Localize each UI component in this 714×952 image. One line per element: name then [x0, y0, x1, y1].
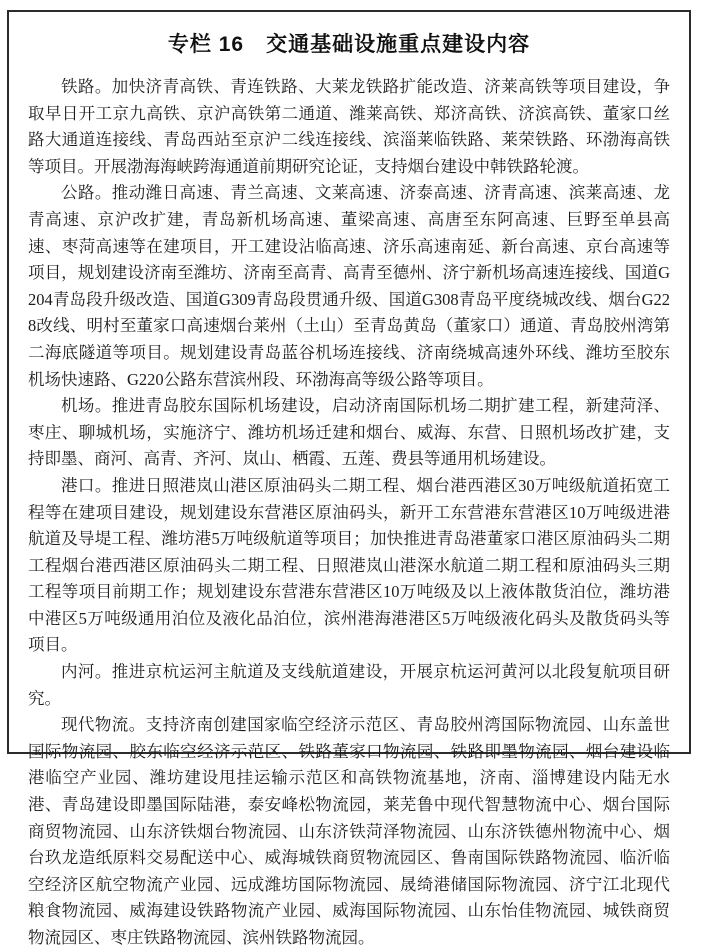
column-body	[28, 74, 670, 952]
paragraph-port: 港口。推进日照港岚山港区原油码头二期工程、烟台港西港区30万吨级航道拓宽工程等在建项目建设，规划建设东营港区原油码头，新开工东营港东营港区10万吨级进港航道及导堤工程、潍坊港5万吨级航道等项目；加快推进青岛港董家口港区原油码头二期工程烟台港西港区原油码头二期工程、日照港岚山港深水航道二期工程和原油码头三期工程等项目前期工作；规划建设东营港东营港区10万吨级及以上液体散货泊位，潍坊港中港区5万吨级通用泊位及液化品泊位，滨州港海港港区5万吨级液化码头及散货码头等项目。	[28, 475, 670, 655]
paragraph-modern-logistics: 现代物流。支持济南创建国家临空经济示范区、青岛胶州湾国际物流园、山东盖世国际物流园、胶东临空经济示范区、铁路董家口物流园、铁路即墨物流园、烟台建设临港临空产业园、潍坊建设甩挂运输示范区和高铁物流基地，济南、淄博建设内陆无水港、青岛建设即墨国际陆港，泰安峰松物流园，莱芜鲁中现代智慧物流中心、烟台国际商贸物流园、山东济铁烟台物流园、山东济铁菏泽物流园、山东济铁德州物流中心、烟台玖龙造纸原料交易配送中心、威海城铁商贸物流园区、鲁南国际铁路物流园、临沂临空经济区航空物流产业园、远成潍坊国际物流园、晟绮港储国际物流园、济宁江北现代粮食物流园、威海建设铁路物流产业园、威海国际物流园、山东怡佳物流园、城铁商贸物流园区、枣庄铁路物流园、滨州铁路物流园。	[28, 715, 670, 947]
paragraph-highway: 公路。推动潍日高速、青兰高速、文莱高速、济泰高速、济青高速、滨莱高速、龙青高速、京沪改扩建，青岛新机场高速、董梁高速、高唐至东阿高速、巨野至单县高速、枣菏高速等在建项目，开工建设沾临高速、济乐高速南延、新台高速、京台高速等项目，规划建设济南至潍坊、济南至高青、高青至德州、济宁新机场高速连接线、国道G204青岛段升级改造、国道G309青岛段贯通升级、国道G308青岛平度绕城改线、烟台G228改线、明村至董家口高速烟台莱州（土山）至青岛黄岛（董家口）通道、青岛胶州湾第二海底隧道等项目。规划建设青岛蓝谷机场连接线、济南绕城高速外环线、潍坊至胶东机场快速路、G220公路东营滨州段、环渤海高等级公路等项目。	[28, 183, 670, 389]
paragraph-railway: 铁路。加快济青高铁、青连铁路、大莱龙铁路扩能改造、济莱高铁等项目建设，争取早日开工京九高铁、京沪高铁第二通道、潍莱高铁、郑济高铁、济滨高铁、董家口丝路大通道连接线、青岛西站至京沪二线连接线、滨淄莱临铁路、莱荣铁路、环渤海高铁等项目。开展渤海海峡跨海通道前期研究论证，支持烟台建设中韩铁路轮渡。	[28, 77, 670, 176]
paragraph-airport: 机场。推进青岛胶东国际机场建设，启动济南国际机场二期扩建工程，新建菏泽、枣庄、聊城机场，实施济宁、潍坊机场迁建和烟台、威海、东营、日照机场改扩建，支持即墨、商河、高青、齐河、岚山、栖霞、五莲、费县等通用机场建设。	[28, 396, 670, 469]
column-title: 专栏 16 交通基础设施重点建设内容	[167, 33, 531, 56]
column-box	[7, 10, 691, 947]
paragraph-inland-waterway: 内河。推进京杭运河主航道及支线航道建设，开展京杭运河黄河以北段复航项目研究。	[28, 662, 670, 708]
